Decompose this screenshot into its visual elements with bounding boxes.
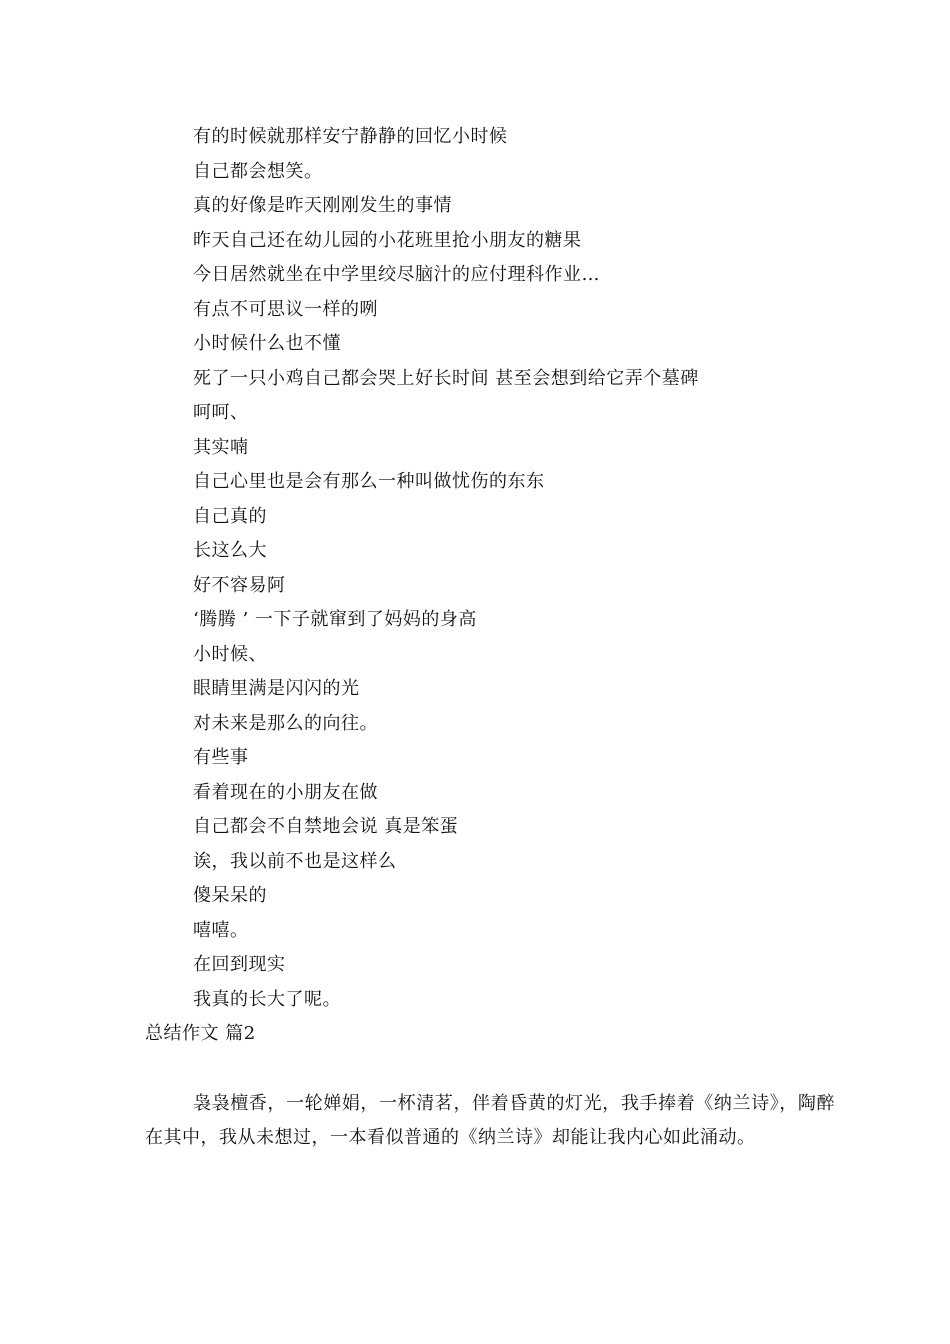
poem-line: 我真的长大了呢。: [193, 988, 341, 1010]
poem-line: 死了一只小鸡自己都会哭上好长时间 甚至会想到给它弄个墓碑: [193, 367, 699, 389]
section-heading: 总结作文 篇2: [145, 1023, 256, 1044]
poem-line: 有些事: [193, 747, 249, 768]
poem-line: 自己都会不自禁地会说 真是笨蛋: [193, 816, 459, 837]
poem-line: 今日居然就坐在中学里绞尽脑汁的应付理科作业…: [193, 264, 600, 285]
body-paragraph: 袅袅檀香，一轮婵娟，一杯清茗，伴着昏黄的灯光，我手捧着《纳兰诗》，陶醉在其中，我从未想过，一本看似普通的《纳兰诗》却能让我内心如此涌动。: [145, 1093, 835, 1148]
poem: [193, 123, 873, 1020]
poem-line: 诶，我以前不也是这样么: [193, 850, 397, 872]
poem-line: 小时候什么也不懂: [193, 333, 341, 354]
poem-line: 其实喃: [193, 436, 249, 458]
poem-line: 长这么大: [193, 540, 267, 561]
poem-line: 有的时候就那样安宁静静的回忆小时候: [193, 126, 508, 147]
poem-line: 傻呆呆的: [193, 885, 267, 906]
poem-line: 对未来是那么的向往。: [193, 712, 378, 734]
poem-line: 嘻嘻。: [193, 919, 249, 941]
poem-line: 真的好像是昨天刚刚发生的事情: [193, 195, 452, 216]
poem-line: ‘腾腾 ’ 一下子就窜到了妈妈的身高: [193, 609, 477, 630]
poem-line: 小时候、: [193, 643, 267, 665]
poem-line: 自己真的: [193, 505, 267, 527]
poem-line: 有点不可思议一样的咧: [193, 298, 378, 320]
poem-line: 好不容易阿: [193, 574, 286, 596]
poem-line: 昨天自己还在幼儿园的小花班里抢小朋友的糖果: [193, 229, 582, 251]
poem-line: 在回到现实: [193, 954, 286, 975]
poem-line: 眼睛里满是闪闪的光: [193, 678, 360, 699]
poem-line: 看着现在的小朋友在做: [193, 781, 378, 803]
poem-line: 自己都会想笑。: [193, 160, 323, 182]
poem-line: 自己心里也是会有那么一种叫做忧伤的东东: [193, 471, 545, 492]
poem-line: 呵呵、: [193, 402, 249, 423]
